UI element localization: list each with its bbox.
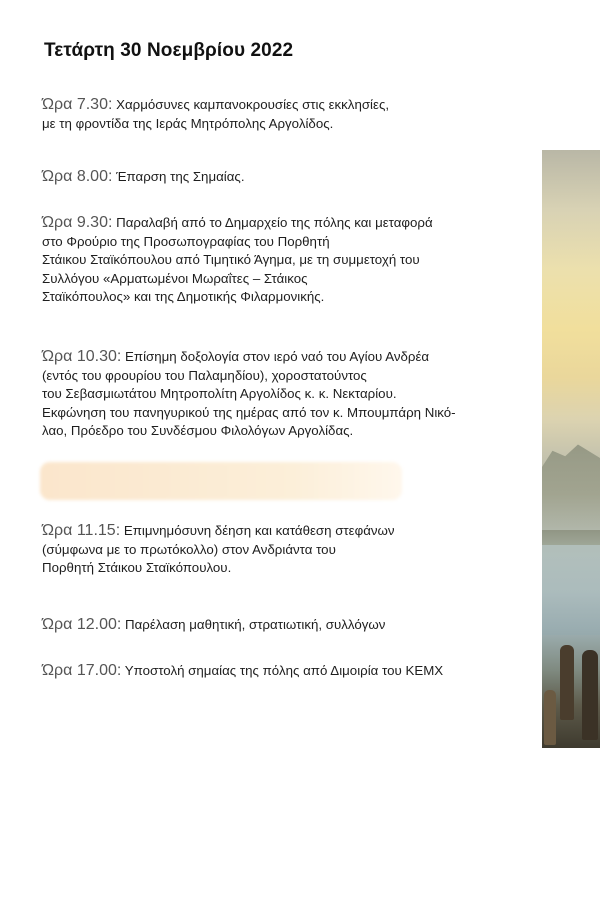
harbor-painting-image [542, 150, 600, 748]
schedule-entry-1030 [42, 348, 512, 441]
schedule-entry-1115 [42, 522, 512, 578]
entry-line: Στάικου Σταϊκόπουλου από Τιμητικό Άγημα, με τη συμμετοχή του [42, 252, 420, 267]
painting-figure [582, 650, 598, 740]
entry-line: Πορθητή Στάικου Σταϊκόπουλου. [42, 560, 232, 575]
entry-line: Σταϊκόπουλος» και της Δημοτικής Φιλαρμονικής. [42, 289, 325, 304]
entry-text: Έπαρση της Σημαίας. [112, 169, 245, 184]
painting-hill [542, 440, 600, 530]
entry-line [42, 348, 512, 367]
entry-time: Ώρα 10.30: [42, 348, 122, 365]
entry-time: Ώρα 12.00: [42, 616, 122, 633]
painting-sea [542, 545, 600, 635]
entry-time: Ώρα 11.15: [42, 522, 121, 539]
entry-line [42, 214, 512, 233]
page-title: Τετάρτη 30 Νοεμβρίου 2022 [44, 40, 294, 61]
entry-text: Επιμνημόσυνη δέηση και κατάθεση στεφάνων [120, 523, 395, 538]
entry-line: στο Φρούριο της Προσωπογραφίας του Πορθητή [42, 233, 330, 249]
entry-line: του Σεβασμιωτάτου Μητροπολίτη Αργολίδος κ. κ. Νεκταρίου. [42, 386, 397, 401]
painting-figure [544, 690, 556, 745]
entry-text: Επίσημη δοξολογία στον ιερό ναό του Αγίου Ανδρέα [121, 349, 430, 364]
entry-time: Ώρα 8.00: [42, 168, 113, 185]
entry-time: Ώρα 7.30: [42, 96, 113, 113]
entry-text: Χαρμόσυνες καμπανοκρουσίες στις εκκλησίες, [112, 97, 390, 112]
schedule-entry-1700 [42, 662, 512, 681]
schedule-entry-0930 [42, 214, 512, 307]
entry-text: Υποστολή σημαίας της πόλης από Διμοιρία του ΚΕΜΧ [121, 663, 444, 678]
entry-line [42, 616, 512, 635]
entry-line: (σύμφωνα με το πρωτόκολλο) στον Ανδριάντα του [42, 541, 336, 557]
schedule-entry-0730 [42, 96, 512, 133]
entry-line [42, 662, 512, 681]
entry-text: Παρέλαση μαθητική, στρατιωτική, συλλόγων [121, 617, 386, 632]
entry-line: με τη φροντίδα της Ιεράς Μητρόπολης Αργολίδος. [42, 115, 334, 131]
entry-line [42, 522, 512, 541]
entry-line: λαο, Πρόεδρο του Συνδέσμου Φιλολόγων Αργολίδας. [42, 423, 354, 438]
painting-figure [560, 645, 574, 720]
entry-text: Παραλαβή από το Δημαρχείο της πόλης και μεταφορά [112, 215, 433, 230]
schedule-entry-0800 [42, 168, 512, 187]
entry-line: (εντός του φρουρίου του Παλαμηδίου), χοροστατούντος [42, 367, 367, 383]
entry-line [42, 96, 512, 115]
entry-line [42, 168, 512, 187]
schedule-entry-1200 [42, 616, 512, 635]
entry-time: Ώρα 9.30: [42, 214, 113, 231]
redacted-blur-area [40, 462, 402, 500]
entry-line: Εκφώνηση του πανηγυρικού της ημέρας από τον κ. Μπουμπάρη Νικό- [42, 404, 456, 420]
entry-time: Ώρα 17.00: [42, 662, 122, 679]
entry-line: Συλλόγου «Αρματωμένοι Μωραΐτες – Στάικος [42, 270, 308, 286]
